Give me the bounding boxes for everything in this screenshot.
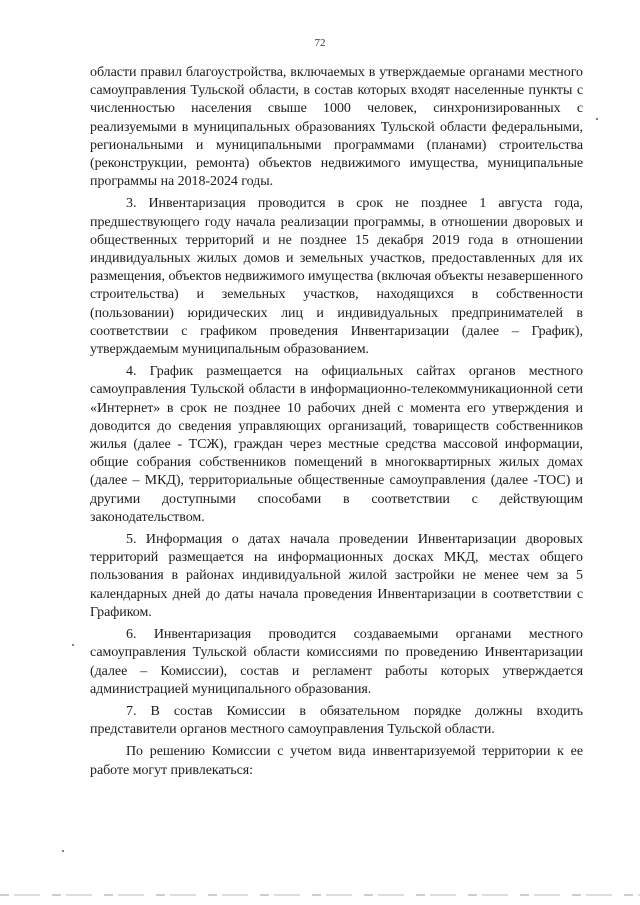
paragraph-item-3: 3. Инвентаризация проводится в срок не позднее 1 августа года, предшествующего году начала реализации программы, в отношении дворовых и общественных территорий и не позднее 15 декабря 2019 года в отношении индивидуальных жилых домов и земельных участков, предоставленных для их размещения, объектов недвижимого имущества (включая объекты незавершенного строительства) и земельных участков, находящихся в собственности (пользовании) юридических лиц и индивидуальных предпринимателей в соответствии с графиком проведения Инвентаризации (далее – График), утверждаемым муниципальным образованием. — [90, 196, 583, 358]
document-body — [90, 64, 583, 784]
scan-speck — [62, 850, 64, 852]
scan-speck — [72, 644, 74, 646]
paragraph-item-5: 5. Информация о датах начала проведении Инвентаризации дворовых территорий размещается на информационных досках МКД, местах общего пользования в районах индивидуальной жилой застройки не менее чем за 5 календарных дней до даты начала проведения Инвентаризации в соответствии с Графиком. — [90, 532, 583, 620]
paragraph-item-6: 6. Инвентаризация проводится создаваемыми органами местного самоуправления Тульской области комиссиями по проведению Инвентаризации (далее – Комиссии), состав и регламент работы которых утверждается администрацией муниципального образования. — [90, 627, 583, 697]
paragraph-item-4: 4. График размещается на официальных сайтах органов местного самоуправления Тульской области в информационно-телекоммуникационной сети «Интернет» в срок не позднее 10 рабочих дней с момента его утверждения и доводится до сведения управляющих организаций, товариществ собственников жилья (далее - ТСЖ), граждан через местные средства массовой информации, общие собрания собственников помещений в многоквартирных жилых домах (далее – МКД), территориальные общественные самоуправления (далее -ТОС) и другими доступными способами в соответствии с действующим законодательством. — [90, 364, 583, 525]
paragraph-item-7: 7. В состав Комиссии в обязательном порядке должны входить представители органов местного самоуправления Тульской области. — [90, 703, 583, 738]
page-number: 72 — [314, 37, 326, 49]
paragraph-continuation: области правил благоустройства, включаемых в утверждаемые органами местного самоуправления Тульской области, в состав которых входят населенные пункты с численностью населения свыше 1000 человек, синхронизированных с реализуемыми в муниципальных образованиях Тульской области федеральными, региональными и муниципальными программами (планами) строительства (реконструкции, ремонта) объектов недвижимого имущества, муниципальные программы на 2018-2024 годы. — [90, 65, 583, 190]
scan-edge-artifact — [0, 894, 640, 896]
scan-speck — [596, 118, 598, 120]
paragraph-commission-decision: По решению Комиссии с учетом вида инвентаризуемой территории к ее работе могут привлекаться: — [90, 744, 583, 778]
